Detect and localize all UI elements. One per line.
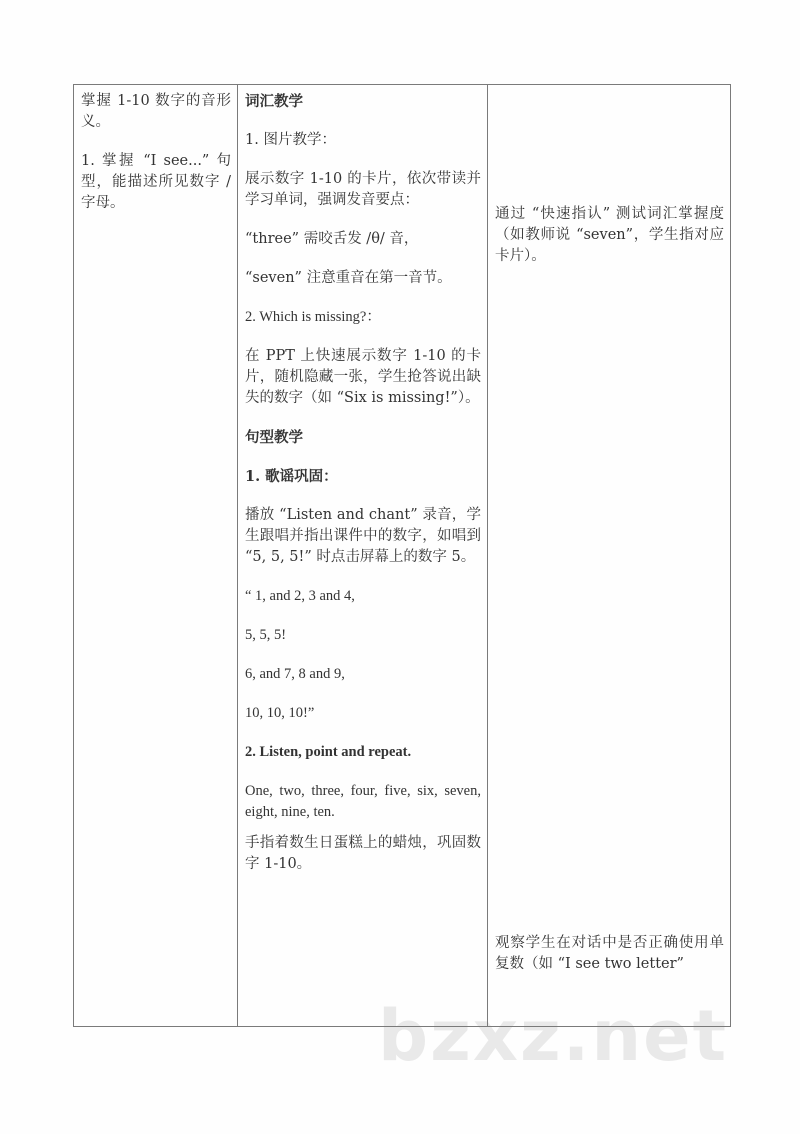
activities-cell <box>238 85 488 1027</box>
quick-check-note: 通过 “快速指认” 测试词汇掌握度（如教师说 “seven”，学生指对应卡片）。 <box>495 206 724 264</box>
chant-line: 5, 5, 5! <box>245 627 287 643</box>
table-row <box>74 85 731 1027</box>
observe-note: 观察学生在对话中是否正确使用单复数（如 “I see two letter” <box>495 935 724 972</box>
picture-teaching-body: 展示数字 1-10 的卡片，依次带读并学习单词，强调发音要点： <box>245 171 481 208</box>
seven-stress-note: “seven” 注意重音在第一音节。 <box>245 270 452 286</box>
watermark: bzxz.net <box>378 995 729 1077</box>
objectives-cell <box>74 85 238 1027</box>
which-missing-body: 在 PPT 上快速展示数字 1-10 的卡片，随机隐藏一张，学生抢答说出缺失的数字（如 “Six is missing!”）。 <box>245 348 481 406</box>
assessment-cell <box>488 85 731 1027</box>
picture-teaching-title: 1. 图片教学： <box>245 132 336 148</box>
chant-title: 1. 歌谣巩固： <box>245 468 338 485</box>
chant-line: 6, and 7, 8 and 9, <box>245 666 345 682</box>
chant-body: 播放 “Listen and chant” 录音，学生跟唱并指出课件中的数字，如唱到 “5, 5, 5!” 时点击屏幕上的数字 5。 <box>245 507 481 565</box>
sentence-heading: 句型教学 <box>245 429 303 446</box>
spacer <box>495 285 724 933</box>
chant-line: 10, 10, 10!” <box>245 705 315 721</box>
vocab-heading: 词汇教学 <box>245 93 303 110</box>
number-words: One, two, three, four, five, six, seven, eight, nine, ten. <box>245 783 481 820</box>
which-missing-title: 2. Which is missing?： <box>245 309 381 325</box>
spacer <box>495 91 724 204</box>
objective-paragraph: 1. 掌握 “I see...” 句型，能描述所见数字 / 字母。 <box>81 153 231 211</box>
chant-line: “ 1, and 2, 3 and 4, <box>245 588 355 604</box>
lesson-plan-table <box>73 84 731 1027</box>
objective-paragraph: 掌握 1-10 数字的音形义。 <box>81 93 231 130</box>
three-pronunciation-note: “three” 需咬舌发 /θ/ 音， <box>245 231 419 247</box>
candles-body: 手指着数生日蛋糕上的蜡烛，巩固数字 1-10。 <box>245 835 481 872</box>
listen-point-repeat-title: 2. Listen, point and repeat. <box>245 744 412 760</box>
